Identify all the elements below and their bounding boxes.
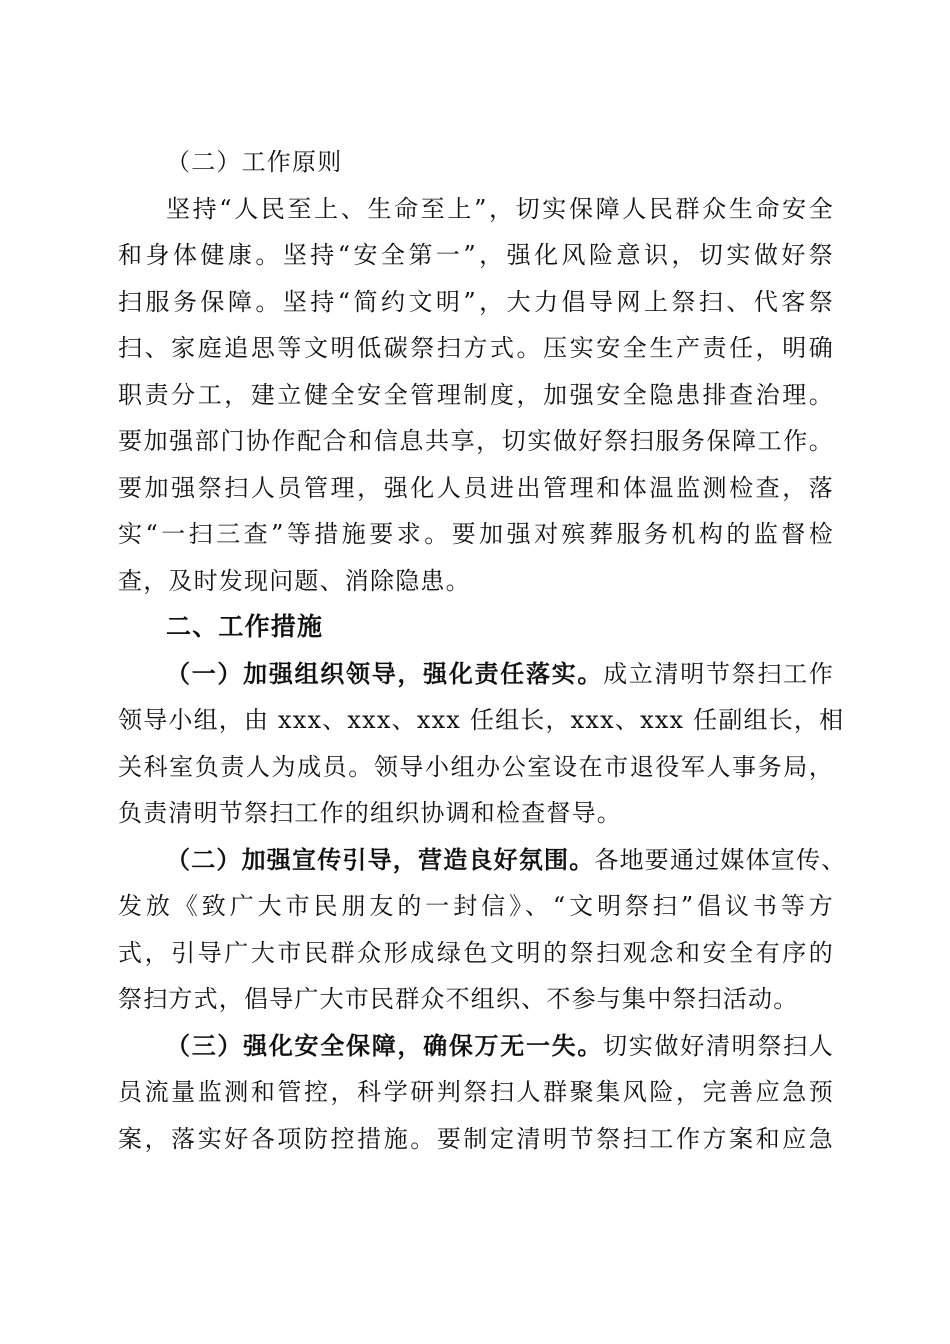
measure1-line-1-rest: 成立清明节祭扫工作	[603, 660, 834, 688]
measure2-line-4: 祭扫方式，倡导广大市民群众不组织、不参与集中祭扫活动。	[118, 985, 799, 1013]
measure2-line-1-rest: 各地要通过媒体宣传、	[594, 846, 847, 874]
measure2-line-2: 发放《致广大市民朋友的一封信》、“文明祭扫”倡议书等方	[118, 892, 834, 920]
principles-line-5: 职责分工，建立健全安全管理制度，加强安全隐患排查治理。	[118, 381, 834, 409]
principles-line-7: 要加强祭扫人员管理，强化人员进出管理和体温监测检查，落	[118, 474, 834, 502]
principles-line-1: 坚持“人民至上、生命至上”，切实保障人民群众生命安全	[166, 195, 834, 223]
measure1-line-3: 关科室负责人为成员。领导小组办公室设在市退役军人事务局，	[118, 753, 834, 781]
measure3-line-1	[166, 1023, 834, 1069]
measure2-line-3: 式，引导广大市民群众形成绿色文明的祭扫观念和安全有序的	[118, 939, 834, 967]
sub-heading-principles: （二）工作原则	[166, 148, 343, 176]
principles-line-6: 要加强部门协作配合和信息共享，切实做好祭扫服务保障工作。	[118, 427, 834, 455]
measure1-line-2: 领导小组，由 xxx、xxx、xxx 任组长，xxx、xxx 任副组长，相	[118, 706, 845, 734]
principles-line-9: 查，及时发现问题、消除隐患。	[118, 567, 471, 595]
measure2-title: （二）加强宣传引导，营造良好氛围。	[166, 845, 595, 874]
measure3-line-1-rest: 切实做好清明祭扫人	[603, 1032, 834, 1060]
measure2-line-1	[166, 837, 847, 883]
measure3-title: （三）强化安全保障，确保万无一失。	[166, 1031, 604, 1060]
measure1-line-4: 负责清明节祭扫工作的组织协调和检查督导。	[118, 799, 622, 827]
principles-line-2: 和身体健康。坚持“安全第一”，强化风险意识，切实做好祭	[118, 241, 834, 269]
principles-line-4: 扫、家庭追思等文明低碳祭扫方式。压实安全生产责任，明确	[118, 334, 834, 362]
measure3-line-2: 员流量监测和管控，科学研判祭扫人群聚集风险，完善应急预	[118, 1078, 834, 1106]
principles-line-3: 扫服务保障。坚持“简约文明”，大力倡导网上祭扫、代客祭	[118, 288, 834, 316]
measure1-title: （一）加强组织领导，强化责任落实。	[166, 659, 604, 688]
measure3-line-3: 案，落实好各项防控措施。要制定清明节祭扫工作方案和应急	[118, 1125, 834, 1153]
section-two-heading: 二、工作措施	[166, 612, 324, 641]
principles-line-8: 实“一扫三查”等措施要求。要加强对殡葬服务机构的监督检	[118, 520, 834, 548]
measure1-line-1	[166, 651, 834, 697]
